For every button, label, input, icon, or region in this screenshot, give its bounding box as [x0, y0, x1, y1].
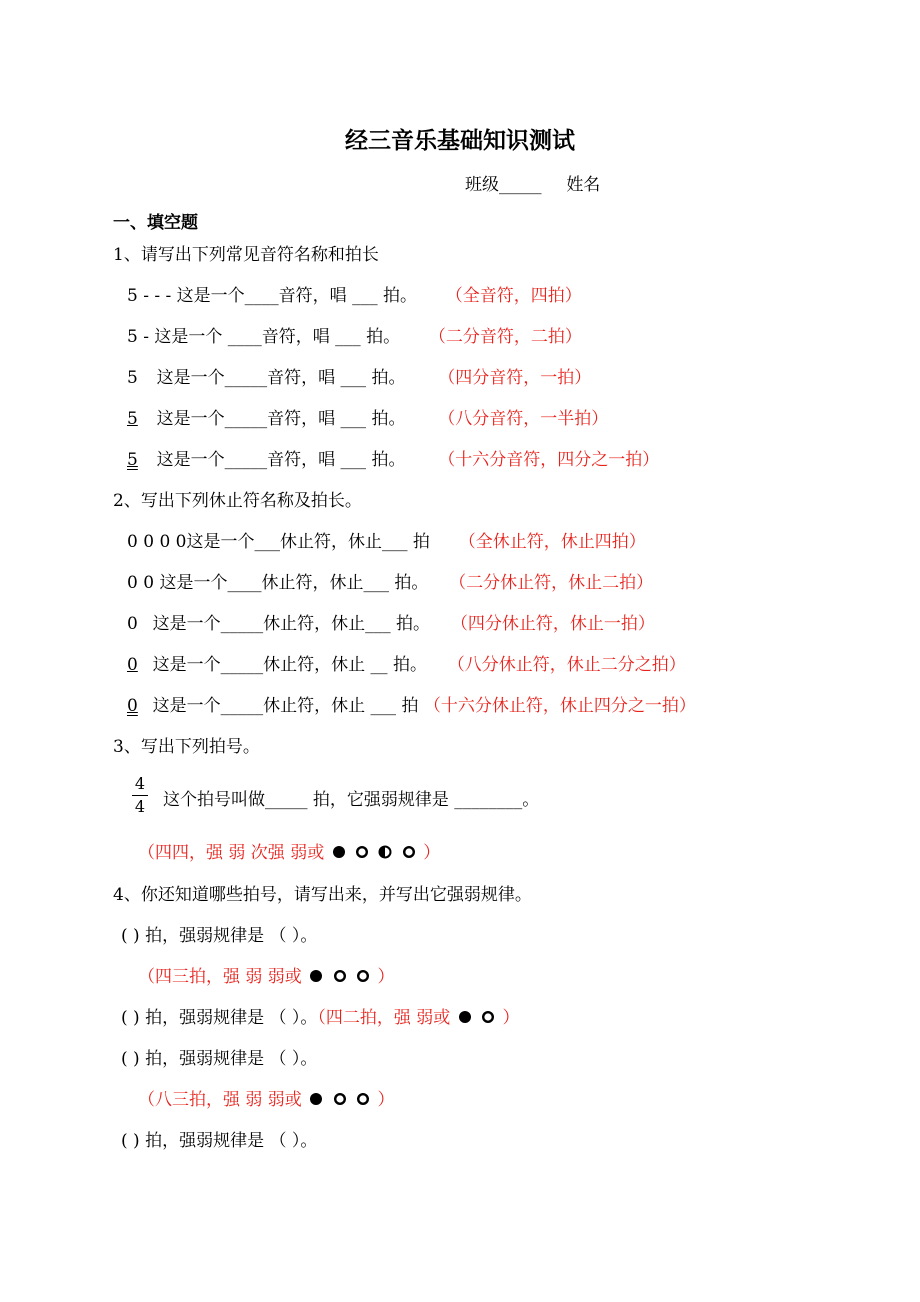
rest-answer: （十六分休止符，休止四分之一拍） — [423, 696, 696, 716]
name-label: 姓名 — [566, 175, 601, 195]
answer-row-text: ( ) 拍，强弱规律是 （ ）。 — [121, 1008, 318, 1028]
rest-question: 这是一个_____休止符，休止 __ 拍。 — [152, 655, 427, 675]
rest-answer: （全休止符，休止四拍） — [458, 532, 646, 552]
rest-symbol: 0 — [127, 614, 138, 634]
rest-item — [127, 571, 653, 595]
answer-close: ） — [377, 1090, 395, 1110]
rest-symbol: 0 — [127, 655, 138, 675]
note-answer: （八分音符，一半拍） — [438, 409, 609, 429]
rest-answer: （八分休止符，休止二分之拍） — [447, 655, 686, 675]
note-question: 这是一个_____音符，唱 ___ 拍。 — [156, 409, 406, 429]
answer-close: ） — [377, 967, 395, 987]
note-symbol: 5 — [127, 409, 138, 429]
question-2-prompt: 2、写出下列休止符名称及拍长。 — [113, 491, 362, 511]
strong-beat-icon — [309, 969, 323, 983]
student-info — [465, 170, 600, 195]
note-item — [127, 407, 608, 431]
note-symbol: 5 — [127, 368, 138, 388]
answer-row: ( ) 拍，强弱规律是 （ ）。 — [121, 1131, 318, 1151]
note-item — [127, 284, 582, 308]
page-title: 经三音乐基础知识测试 — [345, 127, 575, 154]
answer-row: ( ) 拍，强弱规律是 （ ）。 — [121, 1049, 318, 1069]
answer-text: （八三拍，强 弱 弱或 — [138, 1090, 302, 1110]
note-answer: （二分音符，二拍） — [428, 327, 582, 347]
answer-close: ） — [423, 843, 441, 863]
note-question: 这是一个_____音符，唱 ___ 拍。 — [156, 450, 406, 470]
note-symbol: 5 - — [127, 327, 149, 347]
note-symbol: 5 - - - — [127, 286, 172, 306]
answer-row — [121, 1006, 520, 1030]
question-4-answer — [138, 1088, 394, 1112]
rest-item — [127, 653, 686, 677]
rest-question: 这是一个_____休止符，休止___ 拍。 — [152, 614, 431, 634]
question-3-text: 这个拍号叫做_____ 拍，它强弱规律是 ________。 — [163, 790, 540, 810]
note-item — [127, 448, 659, 472]
note-item — [127, 325, 582, 349]
rest-answer: （四分休止符，休止一拍） — [450, 614, 655, 634]
question-1-prompt: 1、请写出下列常见音符名称和拍长 — [113, 245, 379, 265]
weak-beat-icon — [402, 845, 416, 859]
weak-beat-icon — [356, 1092, 370, 1106]
class-label: 班级_____ — [465, 175, 542, 195]
note-answer: （全音符，四拍） — [445, 286, 582, 306]
note-answer: （十六分音符，四分之一拍） — [438, 450, 660, 470]
weak-beat-icon — [333, 969, 347, 983]
weak-beat-icon — [356, 969, 370, 983]
rest-question: 这是一个___休止符，休止___ 拍 — [186, 532, 430, 552]
note-question: 这是一个____音符，唱 ___ 拍。 — [176, 286, 417, 306]
time-signature-bottom: 4 — [134, 797, 146, 816]
rest-item — [127, 612, 655, 636]
rest-item — [127, 530, 646, 554]
question-3-prompt: 3、写出下列拍号。 — [113, 737, 260, 757]
fraction-bar — [132, 795, 148, 796]
note-symbol: 5 — [127, 450, 138, 470]
section-heading: 一、填空题 — [113, 213, 198, 233]
weak-beat-icon — [333, 1092, 347, 1106]
weak-beat-icon — [481, 1010, 495, 1024]
answer-text: （四四，强 弱 次强 弱或 — [138, 843, 325, 863]
rest-symbol: 0 — [127, 696, 138, 716]
time-signature-top: 4 — [134, 774, 146, 793]
strong-beat-icon — [458, 1010, 472, 1024]
answer-row: ( ) 拍，强弱规律是 （ ）。 — [121, 926, 318, 946]
rest-question: 这是一个____休止符，休止___ 拍。 — [159, 573, 429, 593]
rest-symbol: 0 0 — [127, 573, 155, 593]
weak-beat-icon — [355, 845, 369, 859]
rest-answer: （二分休止符，休止二拍） — [449, 573, 654, 593]
time-signature — [132, 774, 148, 817]
question-3-answer — [138, 841, 440, 865]
note-question: 这是一个_____音符，唱 ___ 拍。 — [156, 368, 406, 388]
rest-question: 这是一个_____休止符，休止 ___ 拍 — [152, 696, 419, 716]
note-question: 这是一个 ____音符，唱 ___ 拍。 — [154, 327, 401, 347]
note-answer: （四分音符，一拍） — [438, 368, 592, 388]
answer-text: （四二拍，强 弱或 — [317, 1008, 451, 1028]
secondary-strong-beat-icon — [378, 845, 392, 859]
strong-beat-icon — [309, 1092, 323, 1106]
strong-beat-icon — [332, 845, 346, 859]
question-4-prompt: 4、你还知道哪些拍号，请写出来，并写出它强弱规律。 — [113, 885, 532, 905]
rest-symbol: 0 0 0 0 — [127, 532, 187, 552]
answer-close: ） — [502, 1008, 520, 1028]
rest-item — [127, 694, 696, 718]
note-item — [127, 366, 591, 390]
answer-text: （四三拍，强 弱 弱或 — [138, 967, 302, 987]
question-4-answer — [138, 965, 394, 989]
